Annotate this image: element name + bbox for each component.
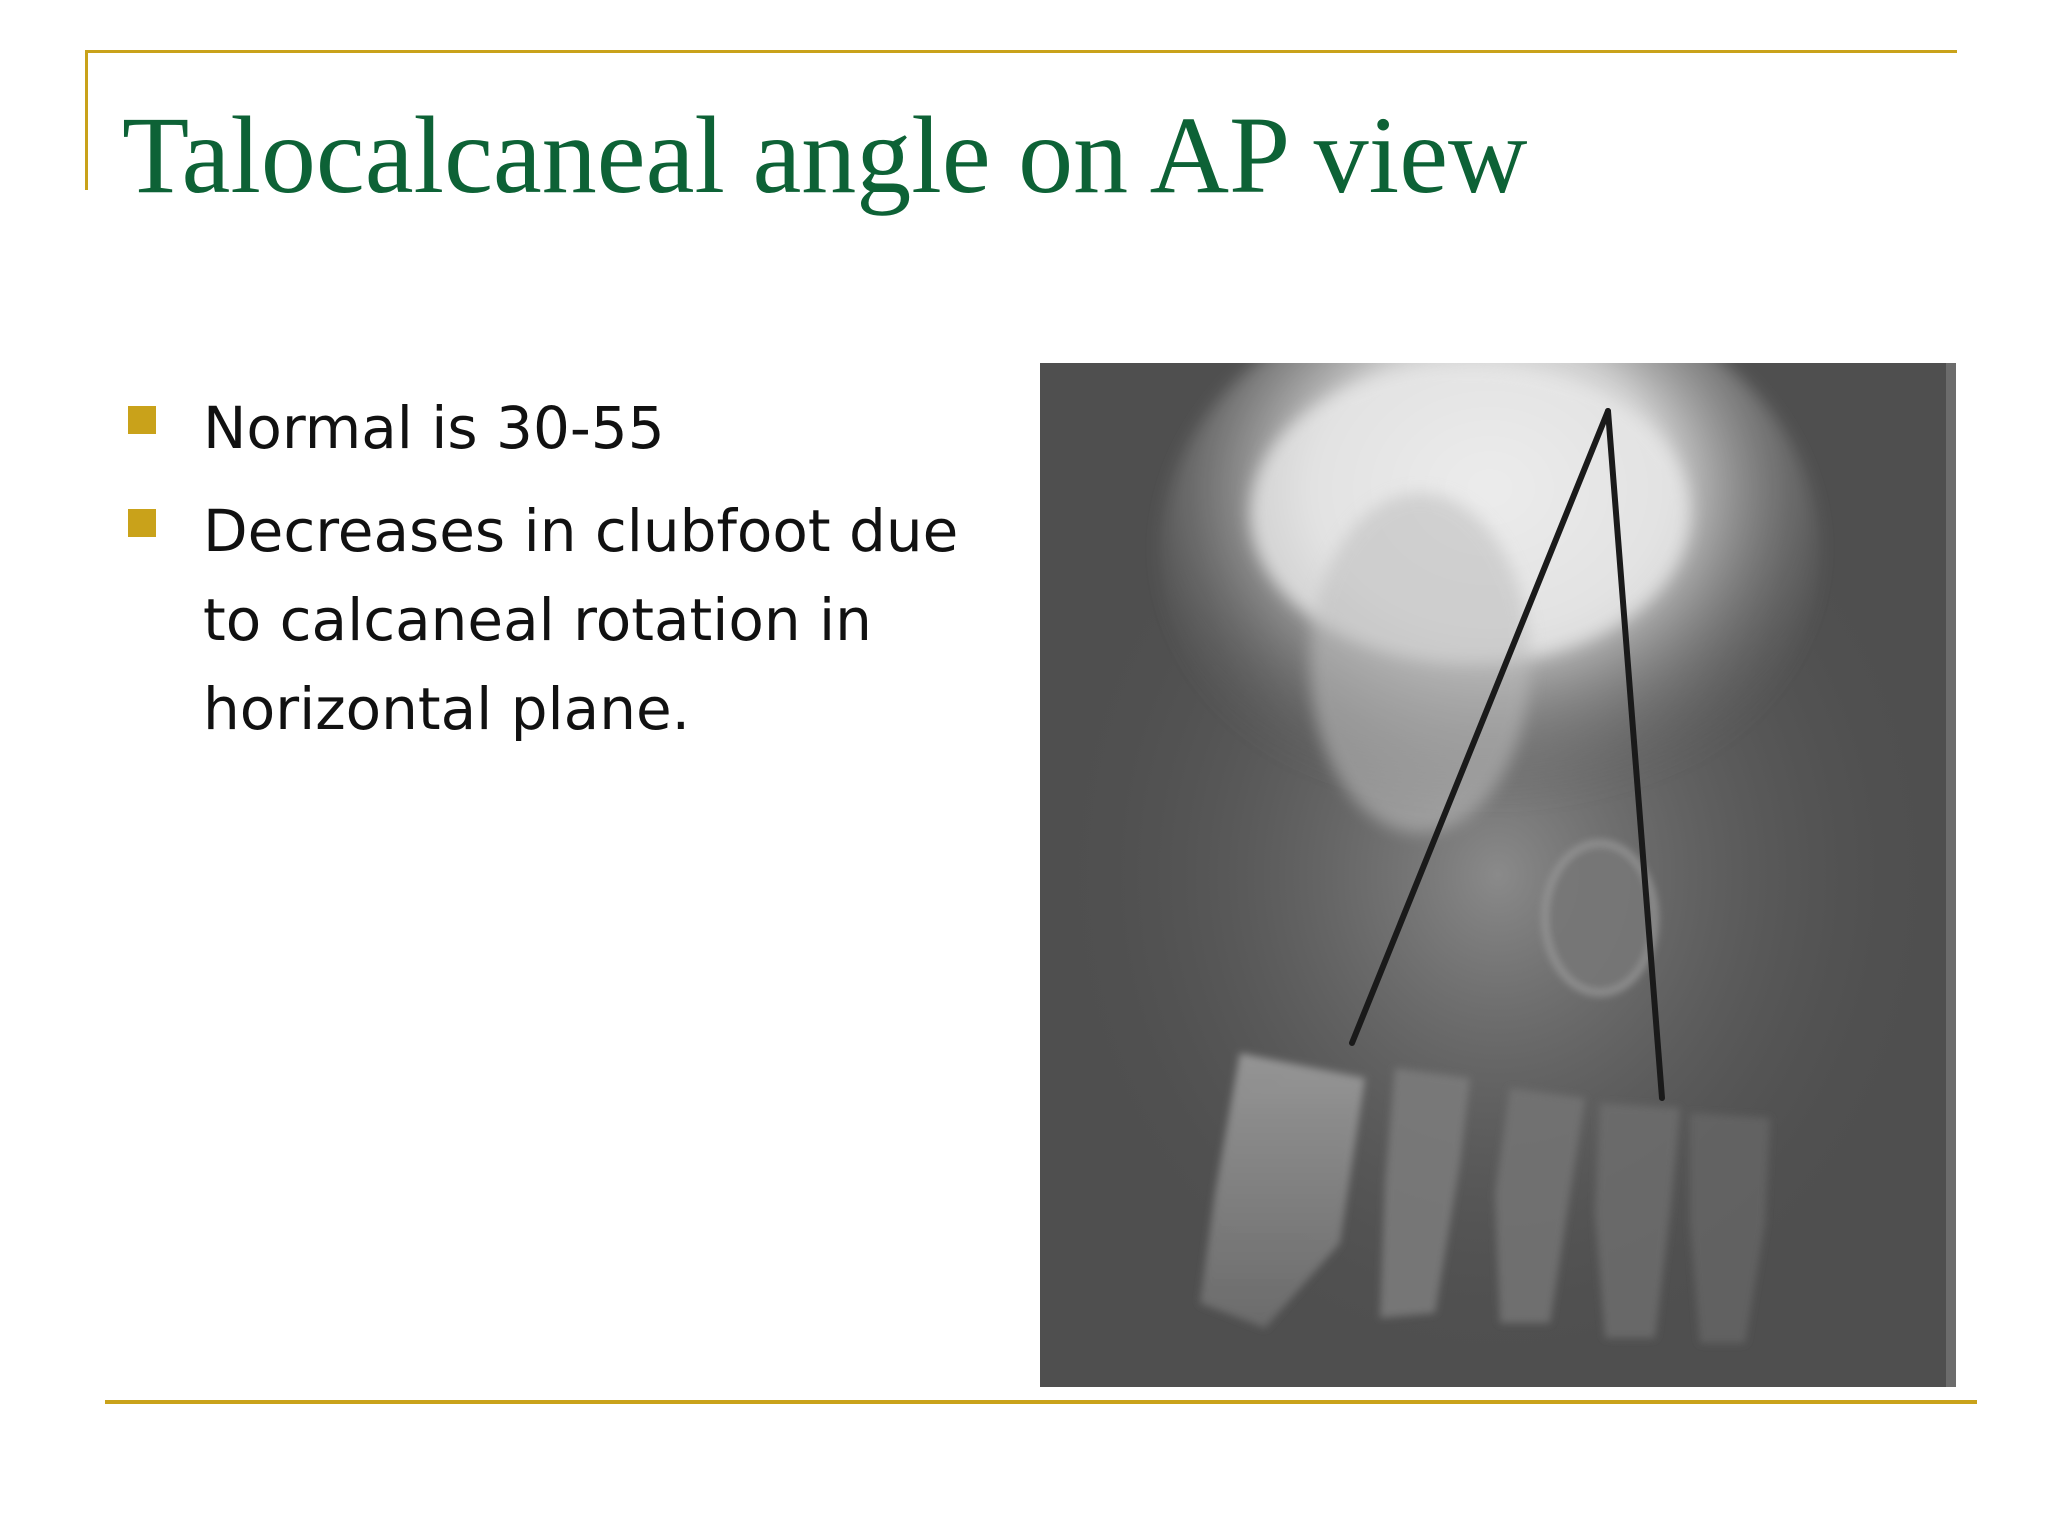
- xray-drawing: [1040, 363, 1956, 1387]
- foot-xray-image: [1040, 363, 1956, 1387]
- bullet-text: Normal is 30-55: [203, 394, 665, 462]
- square-bullet-icon: [128, 406, 156, 434]
- bullet-text: Decreases in clubfoot due to calcaneal rotation in horizontal plane.: [203, 497, 959, 743]
- square-bullet-icon: [128, 509, 156, 537]
- slide-title: Talocalcaneal angle on AP view: [122, 94, 1528, 216]
- bullet-list: [128, 384, 1008, 768]
- top-gold-rule: [85, 50, 1957, 53]
- calcaneus-bone-shadow: [1310, 493, 1530, 833]
- left-gold-rule: [85, 50, 88, 190]
- image-edge: [1946, 363, 1956, 1387]
- bottom-gold-rule: [105, 1400, 1977, 1404]
- bullet-item: [128, 487, 1008, 754]
- navicular-bone-shadow: [1545, 843, 1655, 993]
- bullet-item: [128, 384, 1008, 473]
